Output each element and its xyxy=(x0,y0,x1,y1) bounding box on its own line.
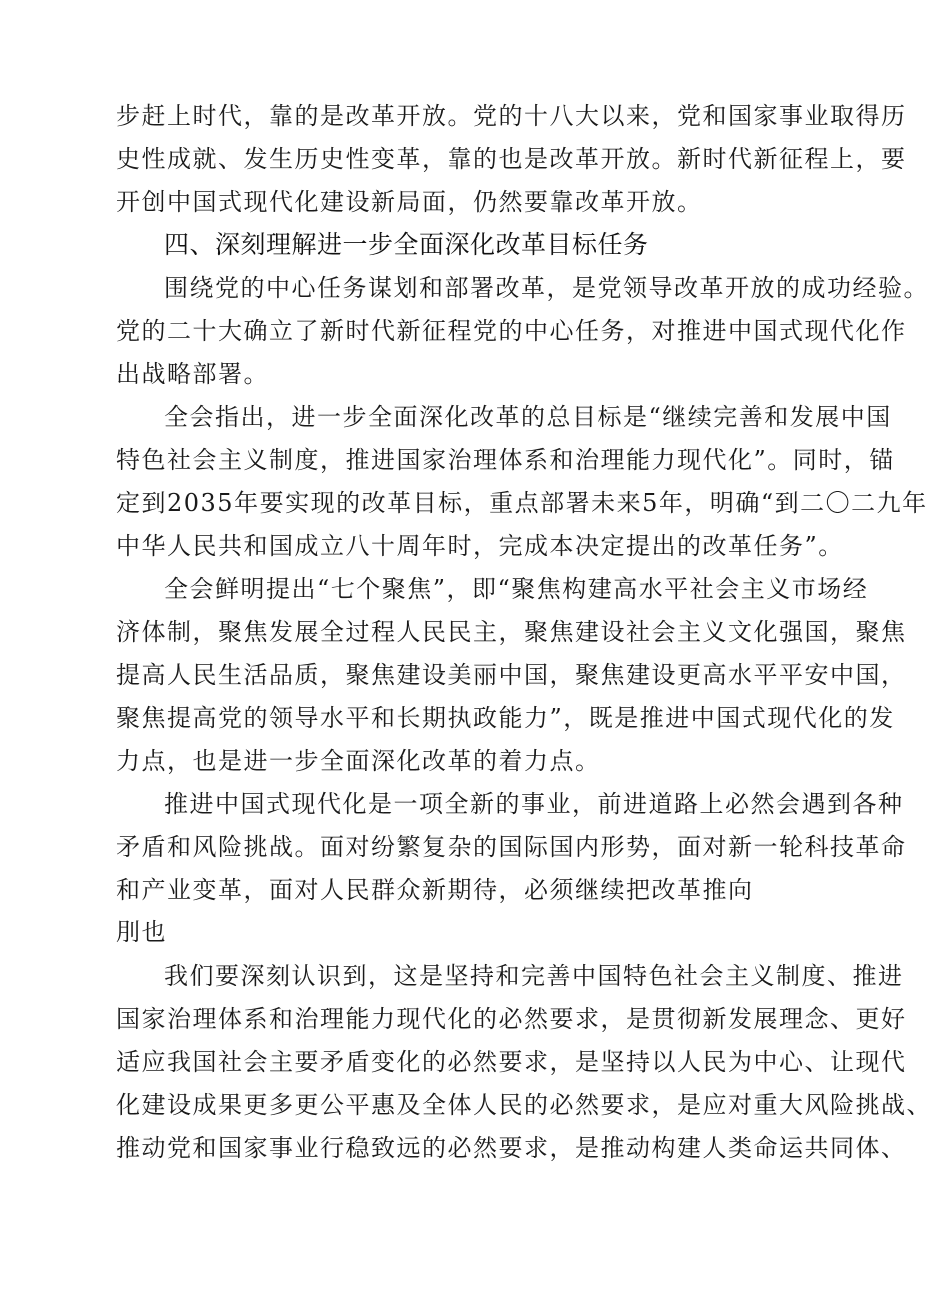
paragraph-line: 我们要深刻认识到，这是坚持和完善中国特色社会主义制度、推进 xyxy=(164,962,904,990)
paragraph-line: 刖也 xyxy=(116,918,167,946)
paragraph-line: 围绕党的中心任务谋划和部署改革，是党领导改革开放的成功经验。 xyxy=(164,274,929,302)
paragraph-line: 力点，也是进一步全面深化改革的着力点。 xyxy=(116,747,601,775)
paragraph-line: 全会鲜明提出“七个聚焦”，即“聚焦构建高水平社会主义市场经 xyxy=(164,575,869,603)
paragraph-line: 推进中国式现代化是一项全新的事业，前进道路上必然会遇到各种 xyxy=(164,790,904,818)
paragraph-line: 适应我国社会主要矛盾变化的必然要求，是坚持以人民为中心、让现代 xyxy=(116,1048,907,1076)
paragraph-line: 化建设成果更多更公平惠及全体人民的必然要求，是应对重大风险挑战、 xyxy=(116,1091,932,1119)
paragraph-line: 推动党和国家事业行稳致远的必然要求，是推动构建人类命运共同体、 xyxy=(116,1134,907,1162)
paragraph-line: 国家治理体系和治理能力现代化的必然要求，是贯彻新发展理念、更好 xyxy=(116,1005,907,1033)
paragraph-line: 党的二十大确立了新时代新征程党的中心任务，对推进中国式现代化作 xyxy=(116,317,907,345)
paragraph-line: 步赶上时代，靠的是改革开放。党的十八大以来，党和国家事业取得历 xyxy=(116,102,907,130)
section-heading: 四、深刻理解进一步全面深化改革目标任务 xyxy=(164,230,649,259)
paragraph-line: 开创中国式现代化建设新局面，仍然要靠改革开放。 xyxy=(116,188,703,216)
paragraph-line: 全会指出，进一步全面深化改革的总目标是“继续完善和发展中国 xyxy=(164,403,892,431)
paragraph-line: 济体制，聚焦发展全过程人民民主，聚焦建设社会主义文化强国，聚焦 xyxy=(116,618,907,646)
paragraph-line: 提高人民生活品质，聚焦建设美丽中国，聚焦建设更高水平平安中国， xyxy=(116,661,907,689)
paragraph-line: 矛盾和风险挑战。面对纷繁复杂的国际国内形势，面对新一轮科技革命 xyxy=(116,833,907,861)
paragraph-line: 和产业变革，面对人民群众新期待，必须继续把改革推向 xyxy=(116,876,754,904)
paragraph-line: 定到2035年要实现的改革目标，重点部署未来5年，明确“到二〇二九年 xyxy=(116,489,928,517)
paragraph-line: 特色社会主义制度，推进国家治理体系和治理能力现代化”。同时，锚 xyxy=(116,446,895,474)
paragraph-line: 聚焦提高党的领导水平和长期执政能力”，既是推进中国式现代化的发 xyxy=(116,704,895,732)
paragraph-line: 出战略部署。 xyxy=(116,360,269,388)
paragraph-line: 中华人民共和国成立八十周年时，完成本决定提出的改革任务”。 xyxy=(116,532,844,560)
paragraph-line: 史性成就、发生历史性变革，靠的也是改革开放。新时代新征程上，要 xyxy=(116,145,907,173)
